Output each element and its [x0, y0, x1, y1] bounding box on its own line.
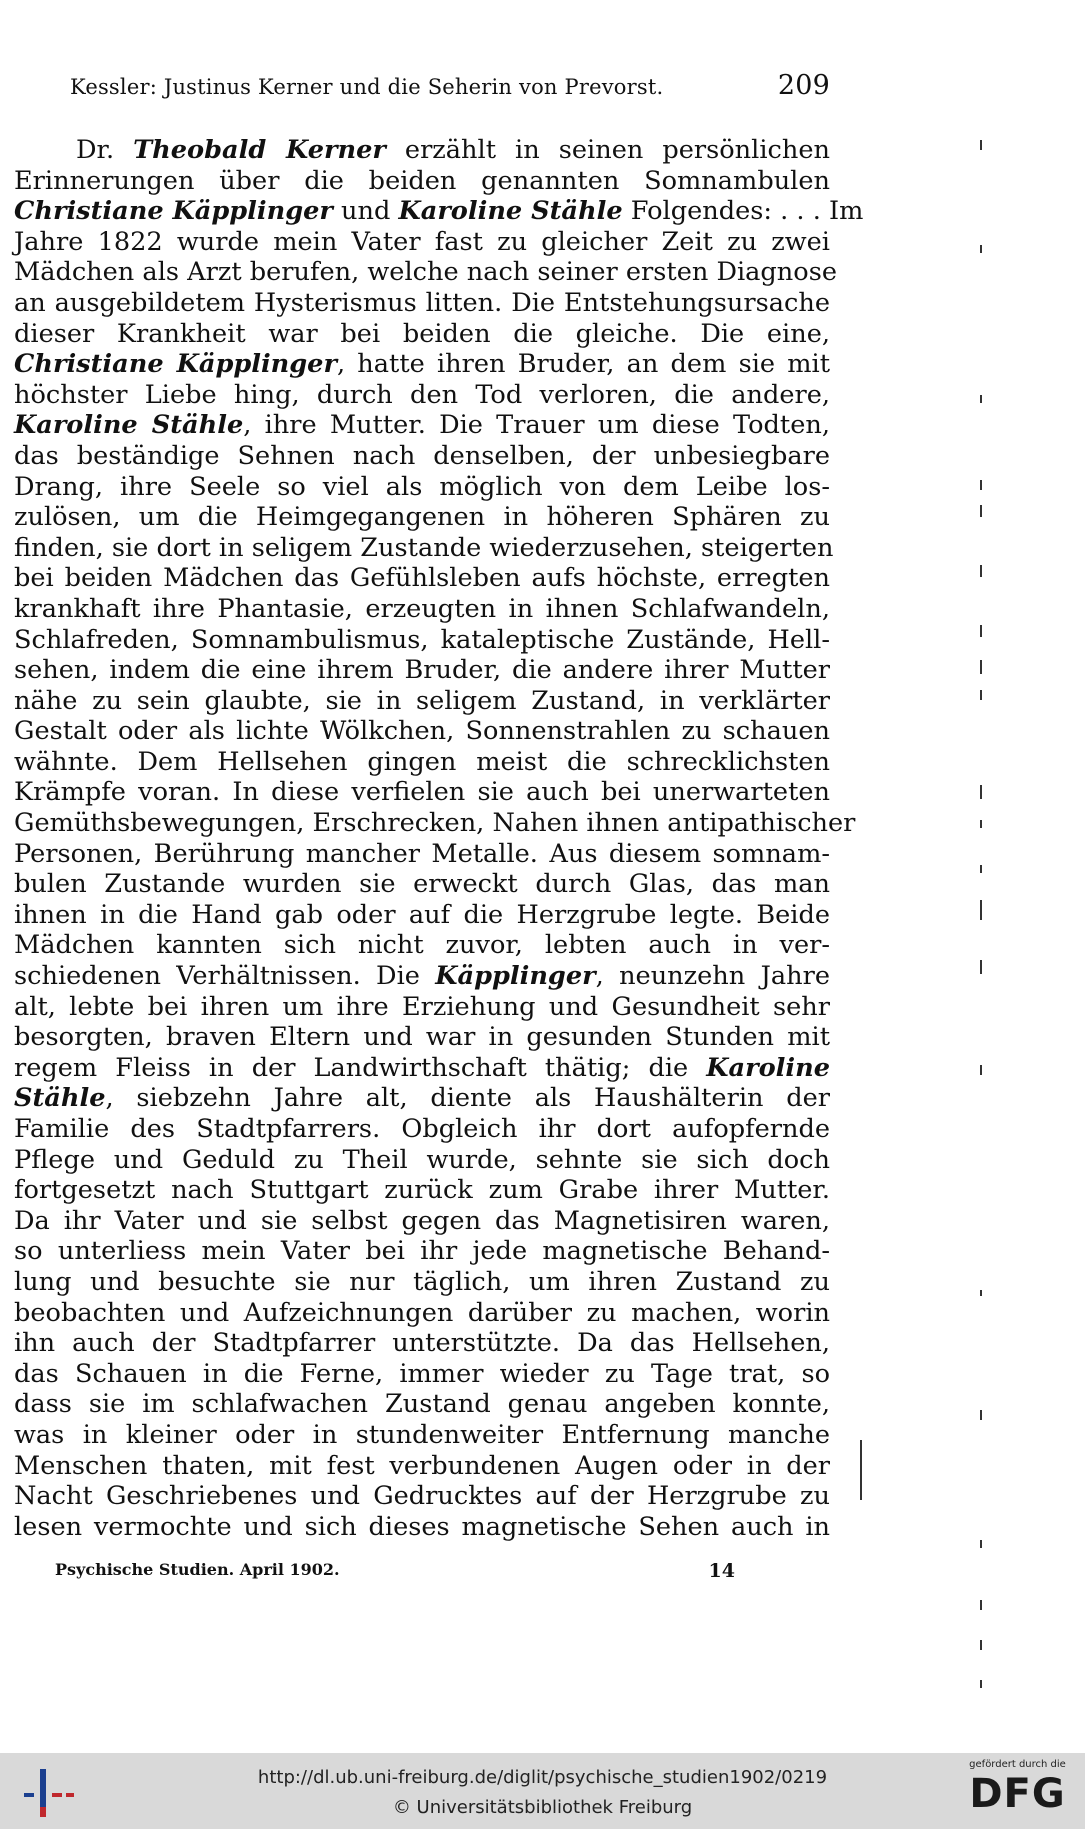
text-run: an ausgebildetem Hysterismus litten. Die Entstehungsursache [14, 287, 830, 318]
text-run: dass sie im schlafwachen Zustand genau angeben konnte, [14, 1389, 830, 1420]
text-run: besorgten, braven Eltern und war in gesunden Stunden mit [14, 1022, 830, 1053]
text-run: ihnen in die Hand gab oder auf die Herzgrube legte. Beide [14, 899, 830, 930]
text-run: Dr. [76, 135, 134, 165]
text-run: erzählt in seinen persönlichen [385, 135, 830, 165]
text-run: Menschen thaten, mit fest verbundenen Augen oder in der [14, 1450, 830, 1481]
text-run: Erinnerungen über die beiden genannten Somnambulen [14, 165, 830, 196]
viewer-bottom-bar [0, 1753, 1085, 1829]
text-line [14, 655, 830, 686]
text-line [14, 1053, 830, 1084]
text-line [14, 472, 830, 503]
text-run: , neunzehn Jahre [595, 961, 830, 992]
text-run: Krämpfe voran. In diese verfielen sie auch bei unerwarteten [14, 777, 830, 808]
text-line [14, 716, 830, 747]
emphasized-name: Theobald Kerner [133, 135, 386, 165]
text-run: schiedenen Verhältnissen. Die [14, 961, 436, 992]
text-run: ihn auch der Stadtpfarrer unterstützte. Da das Hellsehen, [14, 1328, 830, 1359]
text-line [14, 1451, 830, 1482]
text-run: Folgendes: . . . Im [622, 196, 864, 227]
text-line [14, 532, 834, 564]
text-line [14, 930, 830, 961]
text-run: fortgesetzt nach Stuttgart zurück zum Grabe ihrer Mutter. [14, 1175, 830, 1206]
page-footer [55, 1560, 735, 1582]
text-line [14, 992, 830, 1023]
emphasized-name: Christiane Käpplinger [14, 349, 337, 380]
text-run: Drang, ihre Seele so viel als möglich von dem Leibe los- [14, 471, 830, 502]
text-run: Familie des Stadtpfarrers. Obgleich ihr dort aufopfernde [14, 1114, 830, 1144]
text-line [14, 625, 830, 656]
text-run: zulösen, um die Heimgegangenen in höheren Sphären zu [14, 502, 830, 533]
text-line [14, 808, 856, 839]
text-run: Pflege und Geduld zu Theil wurde, sehnte sie sich doch [14, 1144, 830, 1175]
text-line [14, 961, 830, 992]
text-run: das beständige Sehnen nach denselben, der unbesiegbare [14, 440, 830, 471]
text-line [14, 1145, 830, 1176]
text-line [14, 1267, 830, 1298]
text-line [14, 288, 830, 319]
text-line [14, 257, 837, 288]
text-run: , ihre Mutter. Die Trauer um diese Todten, [243, 410, 830, 441]
emphasized-name: Käpplinger [435, 961, 596, 992]
text-line [14, 166, 830, 197]
text-line [14, 502, 830, 533]
dfg-logo [955, 1759, 1080, 1825]
text-run: alt, lebte bei ihren um ihre Erziehung und Gesundheit sehr [14, 991, 830, 1022]
text-run: wähnte. Dem Hellsehen gingen meist die schrecklichsten [14, 746, 830, 777]
text-run: Schlafreden, Somnambulismus, kataleptische Zustände, Hell- [14, 624, 830, 655]
text-run: , siebzehn Jahre alt, diente als Haushälterin der [105, 1083, 830, 1114]
dfg-logo-text: DFG [969, 1771, 1066, 1817]
text-run: höchster Liebe hing, durch den Tod verloren, die andere, [14, 379, 830, 410]
text-run: krankhaft ihre Phantasie, erzeugten in ihnen Schlafwandeln, [14, 593, 830, 624]
text-run: , hatte ihren Bruder, an dem sie mit [336, 349, 830, 380]
text-run: regem Fleiss in der Landwirthschaft thätig; die [14, 1052, 707, 1083]
text-run: Gemüthsbewegungen, Erschrecken, Nahen ihnen antipathischer [14, 808, 856, 839]
text-line [14, 1083, 830, 1114]
text-line [14, 777, 830, 808]
text-line [14, 441, 830, 472]
text-line [14, 410, 830, 441]
text-run: beobachten und Aufzeichnungen darüber zu machen, worin [14, 1297, 830, 1328]
emphasized-name: Karoline Stähle [398, 196, 623, 227]
margin-marks [980, 0, 1020, 1740]
text-line [14, 1481, 830, 1512]
signature-mark: 14 [708, 1560, 735, 1582]
text-line [14, 380, 830, 411]
text-run: finden, sie dort in seligem Zustande wiederzusehen, steigerten [14, 532, 834, 563]
text-line [14, 594, 830, 625]
text-run: dieser Krankheit war bei beiden die gleiche. Die eine, [14, 318, 830, 349]
text-line [14, 196, 864, 227]
text-line [14, 1420, 830, 1451]
text-line [14, 1236, 830, 1267]
running-title: Kessler: Justinus Kerner und die Seherin von Prevorst. [70, 75, 664, 99]
text-run: so unterliess mein Vater bei ihr jede magnetische Behand- [14, 1236, 830, 1267]
text-run: Personen, Berührung mancher Metalle. Aus diesem somnam- [14, 838, 830, 869]
text-line [14, 747, 830, 778]
body-text [14, 135, 864, 1542]
text-run: Gestalt oder als lichte Wölkchen, Sonnenstrahlen zu schauen [14, 716, 830, 747]
text-run: bulen Zustande wurden sie erweckt durch Glas, das man [14, 869, 830, 900]
journal-reference: Psychische Studien. April 1902. [55, 1560, 340, 1579]
text-line [14, 227, 830, 258]
text-run: sehen, indem die eine ihrem Bruder, die andere ihrer Mutter [14, 655, 830, 686]
text-line [14, 1022, 830, 1053]
text-run: bei beiden Mädchen das Gefühlsleben aufs höchste, erregten [14, 563, 830, 594]
text-line [14, 1175, 830, 1206]
text-line [14, 319, 830, 350]
text-line [14, 839, 830, 870]
text-run: Jahre 1822 wurde mein Vater fast zu gleicher Zeit zu zwei [14, 226, 830, 257]
text-run: lung und besuchte sie nur täglich, um ihren Zustand zu [14, 1266, 830, 1297]
text-line [14, 869, 830, 900]
emphasized-name: Stähle [14, 1083, 106, 1114]
text-run: das Schauen in die Ferne, immer wieder zu Tage trat, so [14, 1358, 830, 1389]
permalink-url[interactable]: http://dl.ub.uni-freiburg.de/diglit/psychische_studien1902/0219 [257, 1767, 828, 1788]
text-line [14, 349, 830, 380]
text-line [14, 135, 830, 166]
text-run: Nacht Geschriebenes und Gedrucktes auf der Herzgrube zu [14, 1481, 830, 1512]
text-line [14, 1359, 830, 1390]
dfg-caption: gefördert durch die [969, 1759, 1066, 1770]
text-line [14, 1298, 830, 1329]
emphasized-name: Karoline [706, 1052, 830, 1083]
text-run: Mädchen kannten sich nicht zuvor, lebten auch in ver- [14, 930, 830, 961]
text-run: Mädchen als Arzt berufen, welche nach seiner ersten Diagnose [14, 257, 837, 288]
text-line [14, 900, 830, 931]
text-line [14, 1389, 830, 1420]
text-line [14, 1114, 830, 1145]
emphasized-name: Karoline Stähle [14, 410, 244, 441]
text-line [14, 686, 830, 717]
page-number: 209 [777, 70, 830, 101]
copyright-notice: © Universitätsbibliothek Freiburg [392, 1797, 693, 1818]
text-run: Da ihr Vater und sie selbst gegen das Magnetisiren waren, [14, 1205, 830, 1236]
emphasized-name: Christiane Käpplinger [14, 196, 333, 227]
text-run: was in kleiner oder in stundenweiter Entfernung manche [14, 1419, 830, 1450]
running-head [70, 70, 830, 101]
text-run: lesen vermochte und sich dieses magnetische Sehen auch in [14, 1511, 830, 1542]
text-line [14, 1512, 830, 1543]
text-line [14, 1328, 830, 1359]
text-run: nähe zu sein glaubte, sie in seligem Zustand, in verklärter [14, 685, 830, 716]
text-line [14, 1206, 830, 1237]
text-run: und [332, 196, 399, 227]
text-line [14, 563, 830, 594]
